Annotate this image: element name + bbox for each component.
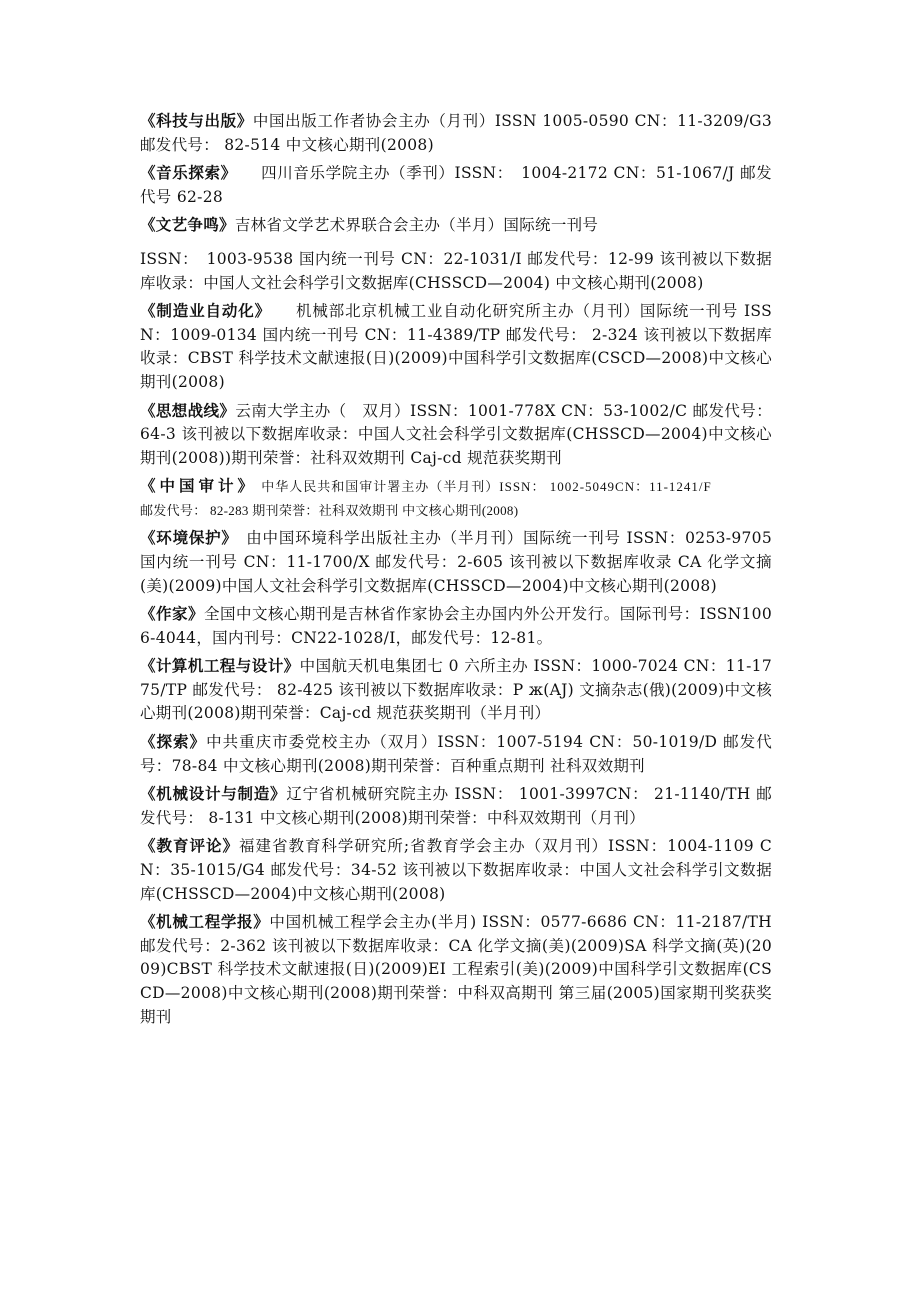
journal-entry <box>140 655 772 726</box>
journal-description: 中共重庆市委党校主办（双月）ISSN：1007-5194 CN：50-1019/D 邮发代号：78-84 中文核心期刊(2008)期刊荣誉：百种重点期刊 社科双效期刊 <box>140 733 772 775</box>
journal-title: 《教育评论》 <box>140 837 239 856</box>
journal-title: 《科技与出版》 <box>140 112 253 130</box>
journal-title: 《机械设计与制造》 <box>140 785 287 804</box>
journal-description: 中国航天机电集团七 0 六所主办 ISSN：1000-7024 CN：11-1775/TP 邮发代号： 82-425 该刊被以下数据库收录：Р ж(AJ) 文摘杂志(俄)(2009)中文核心期刊(2008)期刊荣誉：Caj-cd 规范获奖期刊（半月刊） <box>140 657 772 723</box>
journal-title: 《音乐探索》 <box>140 164 229 183</box>
journal-entry <box>140 731 772 778</box>
journal-description: 中国机械工程学会主办(半月) ISSN：0577-6686 CN：11-2187/TH 邮发代号：2-362 该刊被以下数据库收录：CA 化学文摘(美)(2009)SA 科学文摘(英)(2009)CBST 科学技术文献速报(日)(2009)EI 工程索引(美)(2009)中国科学引文数据库(CSCD—2008)中文核心期刊(2008)期刊荣誉：中科双高期刊 第三届(2005)国家期刊奖获奖期刊 <box>140 913 772 1026</box>
journal-entry <box>140 527 788 598</box>
document-page <box>140 110 788 1034</box>
journal-description: 中华人民共和国审计署主办（半月刊）ISSN： 1002-5049CN：11-1241/F <box>257 479 712 495</box>
journal-description: 辽宁省机械研究院主办 ISSN： 1001-3997CN： 21-1140/TH 邮发代号： 8-131 中文核心期刊(2008)期刊荣誉：中科双效期刊（月刊） <box>140 785 773 827</box>
journal-description: 机械部北京机械工业自动化研究所主办（月刊）国际统一刊号 ISSN：1009-0134 国内统一刊号 CN：11-4389/TP 邮发代号： 2-324 该刊被以下数据库收录：CBST 科学技术文献速报(日)(2009)中国科学引文数据库(CSCD—2008)中文核心期刊(2008) <box>140 302 772 391</box>
journal-entry <box>140 603 772 650</box>
journal-title: 《计算机工程与设计》 <box>140 657 300 676</box>
journal-title: 《制造业自动化》 <box>140 302 264 321</box>
journal-entry <box>140 475 772 498</box>
journal-title: 《思想战线》 <box>140 401 236 420</box>
journal-entry-continued <box>140 500 772 522</box>
journal-entry-continued <box>140 248 772 295</box>
journal-title: 《中国审计》 <box>140 477 258 496</box>
journal-entry <box>140 835 772 906</box>
journal-description: 福建省教育科学研究所;省教育学会主办（双月刊）ISSN：1004-1109 CN：35-1015/G4 邮发代号：34-52 该刊被以下数据库收录：中国人文社会科学引文数据库(CHSSCD—2004)中文核心期刊(2008) <box>140 837 772 903</box>
journal-description: ISSN： 1003-9538 国内统一刊号 CN：22-1031/I 邮发代号：12-99 该刊被以下数据库收录：中国人文社会科学引文数据库(CHSSCD—2004) 中文核心期刊(2008) <box>140 249 772 292</box>
journal-description: 邮发代号： 82-283 期刊荣誉：社科双效期刊 中文核心期刊(2008) <box>140 503 519 519</box>
journal-title: 《机械工程学报》 <box>140 913 270 932</box>
journal-description: 云南大学主办（ 双月）ISSN：1001-778X CN：53-1002/C 邮发代号：64-3 该刊被以下数据库收录：中国人文社会科学引文数据库(CHSSCD—2004)中文核心期刊(2008))期刊荣誉：社科双效期刊 Caj-cd 规范获奖期刊 <box>140 401 772 467</box>
journal-description: 四川音乐学院主办（季刊）ISSN： 1004-2172 CN：51-1067/J 邮发代号 62-28 <box>140 164 772 206</box>
journal-entry <box>140 162 772 209</box>
journal-title: 《文艺争鸣》 <box>140 216 235 235</box>
journal-title: 《作家》 <box>140 605 204 624</box>
journal-description: 全国中文核心期刊是吉林省作家协会主办国内外公开发行。国际刊号：ISSN1006-4044，国内刊号：CN22-1028/I，邮发代号：12-81。 <box>140 605 773 647</box>
journal-entry <box>140 110 772 157</box>
journal-entry <box>140 911 772 1029</box>
journal-title: 《探索》 <box>140 733 207 752</box>
journal-description: 中国出版工作者协会主办（月刊）ISSN 1005-0590 CN：11-3209/G3 邮发代号： 82-514 中文核心期刊(2008) <box>140 112 772 154</box>
journal-description: 吉林省文学艺术界联合会主办（半月）国际统一刊号 <box>234 216 599 235</box>
journal-title: 《环境保护》 <box>140 529 230 548</box>
journal-entry <box>140 300 772 394</box>
journal-entry <box>140 400 772 471</box>
journal-description: 由中国环境科学出版社主办（半月刊）国际统一刊号 ISSN：0253-9705 国内统一刊号 CN：11-1700/X 邮发代号：2-605 该刊被以下数据库收录 CA 化学文摘(美)(2009)中国人文社会科学引文数据库(CHSSCD—2004)中文核心期刊(2008) <box>140 529 788 595</box>
journal-entry <box>140 783 772 830</box>
journal-entry <box>140 214 772 238</box>
